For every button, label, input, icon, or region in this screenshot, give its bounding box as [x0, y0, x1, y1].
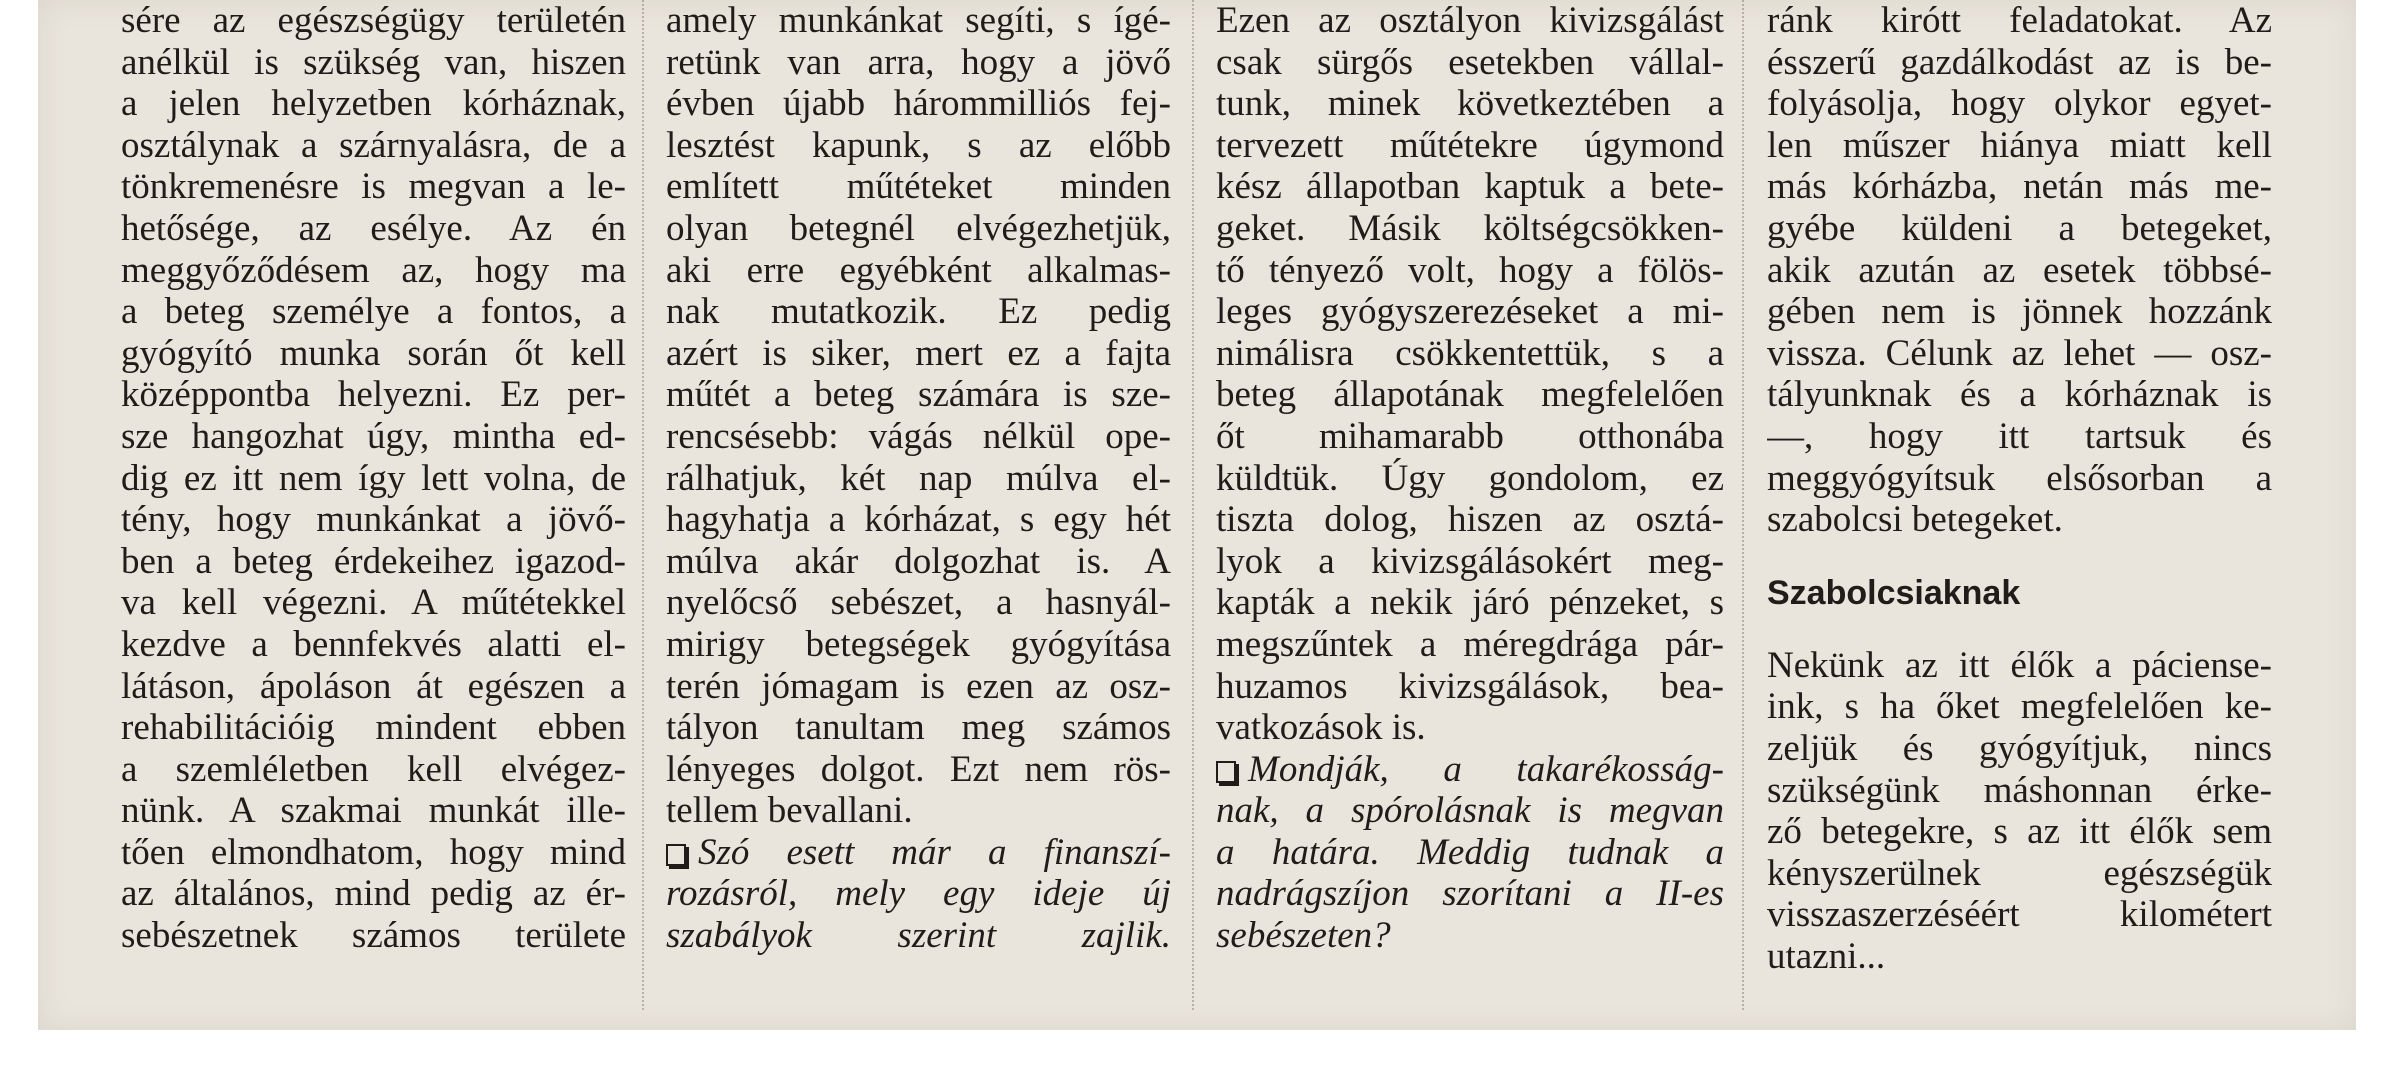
text-line: gyébe küldeni a betegeket, — [1767, 207, 2272, 249]
interview-question-line — [1216, 749, 1724, 791]
text-line: meggyógyítsuk elsősorban a — [1767, 457, 2272, 499]
text-line: tunk, minek következtében a — [1216, 83, 1724, 125]
text-line: azért is siker, mert ez a fajta — [666, 332, 1171, 374]
text-line: utazni... — [1767, 935, 1886, 977]
text-line: kényszerülnek egészségük — [1767, 852, 2272, 894]
text-line: lényeges dolgot. Ezt nem rös- — [666, 748, 1171, 790]
text-line: hetősége, az esélye. Az én — [121, 207, 626, 249]
text-line: Nekünk az itt élők a páciense- — [1767, 644, 2272, 686]
text-line: huzamos kivizsgálások, bea- — [1216, 665, 1724, 707]
text-line: szükségünk máshonnan érke- — [1767, 769, 2272, 811]
text-line: sére az egészségügy területén — [121, 0, 626, 41]
text-line: aki erre egyébként alkalmas- — [666, 249, 1171, 291]
text-line: retünk van arra, hogy a jövő — [666, 41, 1171, 83]
article-column-3 — [1216, 0, 1724, 957]
text-line: rehabilitációig mindent ebben — [121, 707, 626, 749]
text-line: küldtük. Úgy gondolom, ez — [1216, 457, 1724, 499]
text-line: évben újabb hárommilliós fej- — [666, 83, 1171, 125]
text-line: gyógyító munka során őt kell — [121, 332, 626, 374]
text-line: visszaszerzéséért kilométert — [1767, 894, 2272, 936]
interview-question-line: rozásról, mely egy ideje új — [666, 873, 1171, 915]
text-line: múlva akár dolgozhat is. A — [666, 540, 1171, 582]
question-box-icon — [1216, 761, 1236, 783]
text-line: lesztést kapunk, s az előbb — [666, 124, 1171, 166]
newspaper-clipping — [38, 0, 2356, 1030]
interview-question-line — [666, 832, 1171, 874]
text-line: leges gyógyszerezéseket a mi- — [1216, 291, 1724, 333]
text-line: tályon tanultam meg számos — [666, 707, 1171, 749]
text-line: gében nem is jönnek hozzánk — [1767, 291, 2272, 333]
text-line: rálhatjuk, két nap múlva el- — [666, 457, 1171, 499]
text-line: sebészetnek számos területe — [121, 915, 626, 957]
text-line: említett műtéteket minden — [666, 166, 1171, 208]
text-line: tő tényező volt, hogy a fölös- — [1216, 249, 1724, 291]
text-line: osztálynak a szárnyalásra, de a — [121, 124, 626, 166]
text-line: Ezen az osztályon kivizsgálást — [1216, 0, 1724, 41]
text-line: folyásolja, hogy olykor egyet- — [1767, 83, 2272, 125]
text-line: csak sürgős esetekben vállal- — [1216, 41, 1724, 83]
section-heading: Szabolcsiaknak — [1767, 573, 2021, 612]
text-line: olyan betegnél elvégezhetjük, — [666, 207, 1171, 249]
text-line: —, hogy itt tartsuk és — [1767, 415, 2272, 457]
interview-question-line: nak, a spórolásnak is megvan — [1216, 790, 1724, 832]
text-line: terén jómagam is ezen az osz- — [666, 665, 1171, 707]
text-line: amely munkánkat segíti, s ígé- — [666, 0, 1171, 41]
text-line: tény, hogy munkánkat a jövő- — [121, 499, 626, 541]
text-line: tően elmondhatom, hogy mind — [121, 831, 626, 873]
text-line: a szemléletben kell elvégez- — [121, 748, 626, 790]
interview-question-line: nadrágszíjon szorítani a II-es — [1216, 873, 1724, 915]
text-line: sze hangozhat úgy, mintha ed- — [121, 415, 626, 457]
interview-question-line: a határa. Meddig tudnak a — [1216, 831, 1724, 873]
text-line: látáson, ápoláson át egészen a — [121, 665, 626, 707]
interview-question-line: sebészeten? — [1216, 915, 1391, 957]
text-line: ink, s ha őket megfelelően ke- — [1767, 686, 2272, 728]
text-line: rencsésebb: vágás nélkül ope- — [666, 415, 1171, 457]
text-line: tályunknak és a kórháznak is — [1767, 374, 2272, 416]
article-column-4 — [1767, 0, 2272, 977]
text-line: ránk kirótt feladatokat. Az — [1767, 0, 2272, 41]
text-line: va kell végezni. A műtétekkel — [121, 582, 626, 624]
question-text: Szó esett már a finanszí- — [698, 831, 1171, 873]
text-line: középpontba helyezni. Ez per- — [121, 374, 626, 416]
text-line: len műszer hiánya miatt kell — [1767, 124, 2272, 166]
text-line: tervezett műtétekre úgymond — [1216, 124, 1724, 166]
article-column-2 — [666, 0, 1171, 957]
text-line: kezdve a bennfekvés alatti el- — [121, 623, 626, 665]
text-line: tiszta dolog, hiszen az osztá- — [1216, 499, 1724, 541]
column-divider — [642, 0, 644, 1010]
text-line: vatkozások is. — [1216, 707, 1426, 749]
text-line: akik azután az esetek többsé- — [1767, 249, 2272, 291]
article-column-1 — [121, 0, 626, 957]
text-line: nimálisra csökkentettük, s a — [1216, 332, 1724, 374]
text-line: anélkül is szükség van, hiszen — [121, 41, 626, 83]
text-line: geket. Másik költségcsökken- — [1216, 207, 1724, 249]
text-line: nyelőcső sebészet, a hasnyál- — [666, 582, 1171, 624]
text-line: nünk. A szakmai munkát ille- — [121, 790, 626, 832]
text-line: lyok a kivizsgálásokért meg- — [1216, 540, 1724, 582]
text-line: a beteg személye a fontos, a — [121, 291, 626, 333]
text-line: vissza. Célunk az lehet — osz- — [1767, 332, 2272, 374]
text-line: nak mutatkozik. Ez pedig — [666, 291, 1171, 333]
text-line: műtét a beteg számára is sze- — [666, 374, 1171, 416]
text-line: zeljük és gyógyítjuk, nincs — [1767, 727, 2272, 769]
text-line: kész állapotban kaptuk a bete- — [1216, 166, 1724, 208]
text-line: más kórházba, netán más me- — [1767, 166, 2272, 208]
column-divider — [1192, 0, 1194, 1010]
text-line: ben a beteg érdekeihez igazod- — [121, 540, 626, 582]
text-line: dig ez itt nem így lett volna, de — [121, 457, 626, 499]
text-line: az általános, mind pedig az ér- — [121, 873, 626, 915]
text-line: ésszerű gazdálkodást az is be- — [1767, 41, 2272, 83]
text-line: mirigy betegségek gyógyítása — [666, 623, 1171, 665]
question-box-icon — [666, 844, 686, 866]
text-line: meggyőződésem az, hogy ma — [121, 249, 626, 291]
interview-question-line: szabályok szerint zajlik. — [666, 915, 1171, 957]
text-line: szabolcsi betegeket. — [1767, 499, 2063, 541]
column-divider — [1742, 0, 1744, 1010]
text-line: tellem bevallani. — [666, 790, 913, 832]
text-line: ző betegekre, s az itt élők sem — [1767, 811, 2272, 853]
text-line: őt mihamarabb otthonába — [1216, 415, 1724, 457]
text-line: hagyhatja a kórházat, s egy hét — [666, 499, 1171, 541]
text-line: kapták a nekik járó pénzeket, s — [1216, 582, 1724, 624]
text-line: megszűntek a méregdrága pár- — [1216, 623, 1724, 665]
question-text: Mondják, a takarékosság- — [1248, 748, 1724, 790]
text-line: tönkremenésre is megvan a le- — [121, 166, 626, 208]
text-line: a jelen helyzetben kórháznak, — [121, 83, 626, 125]
text-line: beteg állapotának megfelelően — [1216, 374, 1724, 416]
